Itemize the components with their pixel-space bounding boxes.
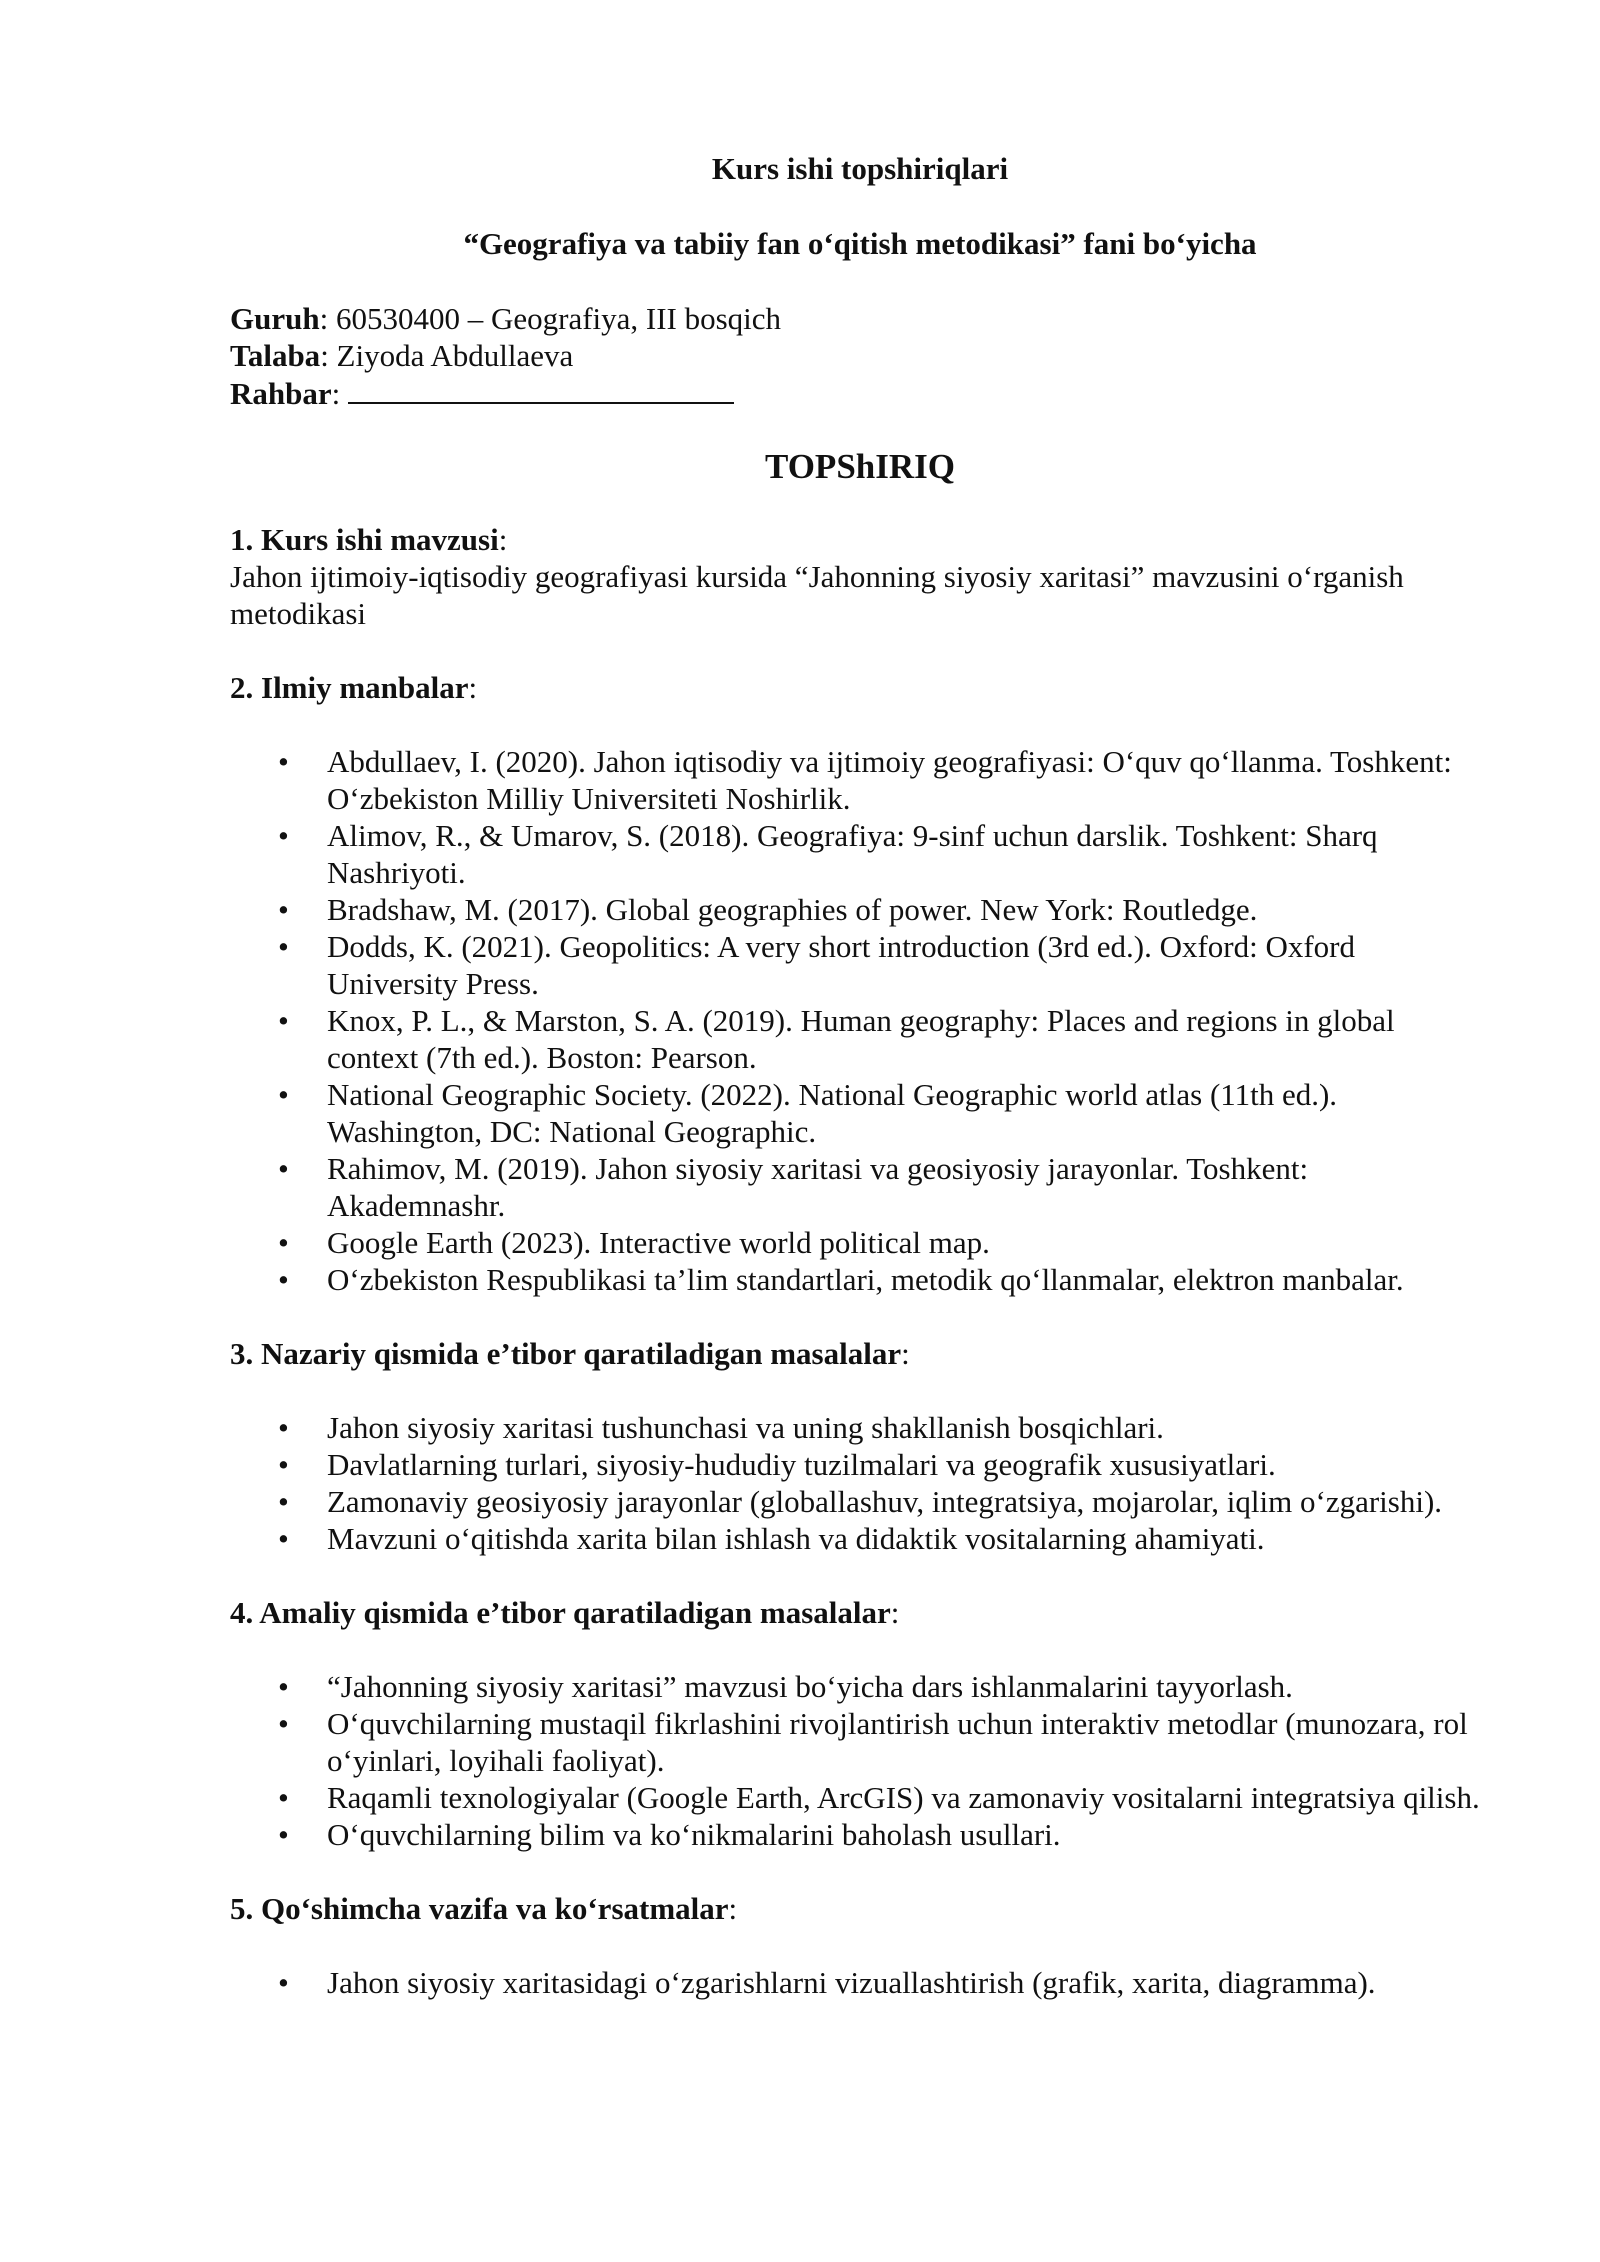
list-item: • Rahimov, M. (2019). Jahon siyosiy xaritasi va geosiyosiy jarayonlar. Toshkent: Akademnashr. — [278, 1151, 1309, 1223]
bullet-icon: • — [278, 744, 289, 779]
list-item: • National Geographic Society. (2022). National Geographic world atlas (11th ed.). Washington, DC: National Geographic. — [278, 1077, 1338, 1149]
bullet-list — [230, 1409, 1490, 1557]
list-item: • Davlatlarning turlari, siyosiy-hududiy tuzilmalari va geografik xususiyatlari. — [278, 1447, 1276, 1482]
bullet-icon: • — [278, 1706, 289, 1741]
student-line — [230, 337, 1490, 374]
list-item: • “Jahonning siyosiy xaritasi” mavzusi bo‘yicha dars ishlanmalarini tayyorlash. — [278, 1669, 1293, 1704]
bullet-icon: • — [278, 1817, 289, 1852]
list-item: • Alimov, R., & Umarov, S. (2018). Geografiya: 9-sinf uchun darslik. Toshkent: Sharq Nashriyoti. — [278, 818, 1378, 890]
bullet-icon: • — [278, 818, 289, 853]
bullet-list — [230, 1964, 1490, 2001]
section-topic — [230, 521, 1490, 632]
list-item: • Raqamli texnologiyalar (Google Earth, ArcGIS) va zamonaviy vositalarni integratsiya qilish. — [278, 1780, 1480, 1815]
bullet-list — [230, 1668, 1490, 1853]
bullet-icon: • — [278, 1077, 289, 1112]
bullet-list — [230, 743, 1490, 1298]
bullet-icon: • — [278, 1410, 289, 1445]
group-value: : 60530400 – Geografiya, III bosqich — [319, 301, 782, 336]
bullet-icon: • — [278, 1262, 289, 1297]
student-label: Talaba — [230, 338, 321, 373]
bullet-icon: • — [278, 1151, 289, 1186]
section-title: 1. Kurs ishi mavzusi: — [230, 522, 508, 557]
list-item: • Mavzuni o‘qitishda xarita bilan ishlash va didaktik vositalarning ahamiyati. — [278, 1521, 1265, 1556]
bullet-icon: • — [278, 929, 289, 964]
document-subtitle: “Geografiya va tabiiy fan o‘qitish metodikasi” fani bo‘yicha — [463, 226, 1257, 261]
list-item: • Abdullaev, I. (2020). Jahon iqtisodiy va ijtimoiy geografiyasi: O‘quv qo‘llanma. Toshkent: O‘zbekiston Milliy Universiteti Noshirlik. — [278, 744, 1452, 816]
section-text: Jahon ijtimoiy-iqtisodiy geografiyasi kursida “Jahonning siyosiy xaritasi” mavzusini o‘rganish metodikasi — [230, 559, 1404, 631]
bullet-icon: • — [278, 1003, 289, 1038]
section-practice — [230, 1594, 1490, 1853]
bullet-icon: • — [278, 1225, 289, 1260]
list-item: • Jahon siyosiy xaritasi tushunchasi va uning shakllanish bosqichlari. — [278, 1410, 1164, 1445]
document-title: Kurs ishi topshiriqlari — [711, 151, 1009, 186]
meta-block — [230, 300, 1490, 412]
bullet-icon: • — [278, 1780, 289, 1815]
supervisor-blank-line — [348, 374, 734, 404]
group-line — [230, 300, 1490, 337]
document-page — [230, 150, 1490, 2038]
section-title: 5. Qo‘shimcha vazifa va ko‘rsatmalar: — [230, 1891, 738, 1926]
supervisor-line — [230, 374, 1490, 412]
supervisor-value: : — [331, 376, 349, 411]
group-label: Guruh — [230, 301, 320, 336]
bullet-icon: • — [278, 1484, 289, 1519]
bullet-icon: • — [278, 1669, 289, 1704]
list-item: • Jahon siyosiy xaritasidagi o‘zgarishlarni vizuallashtirish (grafik, xarita, diagramma). — [278, 1965, 1376, 2000]
student-value: : Ziyoda Abdullaeva — [320, 338, 574, 373]
bullet-icon: • — [278, 1447, 289, 1482]
section-title: 4. Amaliy qismida e’tibor qaratiladigan masalalar: — [230, 1595, 900, 1630]
list-item: • O‘quvchilarning mustaqil fikrlashini rivojlantirish uchun interaktiv metodlar (munozara, rol o‘yinlari, loyihali faoliyat). — [278, 1706, 1468, 1778]
bullet-icon: • — [278, 1521, 289, 1556]
section-theory — [230, 1335, 1490, 1557]
bullet-icon: • — [278, 892, 289, 927]
list-item: • O‘quvchilarning bilim va ko‘nikmalarini baholash usullari. — [278, 1817, 1061, 1852]
list-item: • Bradshaw, M. (2017). Global geographies of power. New York: Routledge. — [278, 892, 1258, 927]
section-additional — [230, 1890, 1490, 2001]
bullet-icon: • — [278, 1965, 289, 2000]
list-item: • Knox, P. L., & Marston, S. A. (2019). Human geography: Places and regions in global context (7th ed.). Boston: Pearson. — [278, 1003, 1395, 1075]
section-sources — [230, 669, 1490, 1298]
section-title: 2. Ilmiy manbalar: — [230, 670, 478, 705]
main-heading: TOPShIRIQ — [765, 447, 955, 486]
section-title: 3. Nazariy qismida e’tibor qaratiladigan masalalar: — [230, 1336, 910, 1371]
list-item: • Zamonaviy geosiyosiy jarayonlar (globallashuv, integratsiya, mojarolar, iqlim o‘zgarishi). — [278, 1484, 1443, 1519]
supervisor-label: Rahbar — [230, 376, 332, 411]
list-item: • O‘zbekiston Respublikasi ta’lim standartlari, metodik qo‘llanmalar, elektron manbalar. — [278, 1262, 1404, 1297]
list-item: • Google Earth (2023). Interactive world political map. — [278, 1225, 990, 1260]
list-item: • Dodds, K. (2021). Geopolitics: A very short introduction (3rd ed.). Oxford: Oxford University Press. — [278, 929, 1356, 1001]
